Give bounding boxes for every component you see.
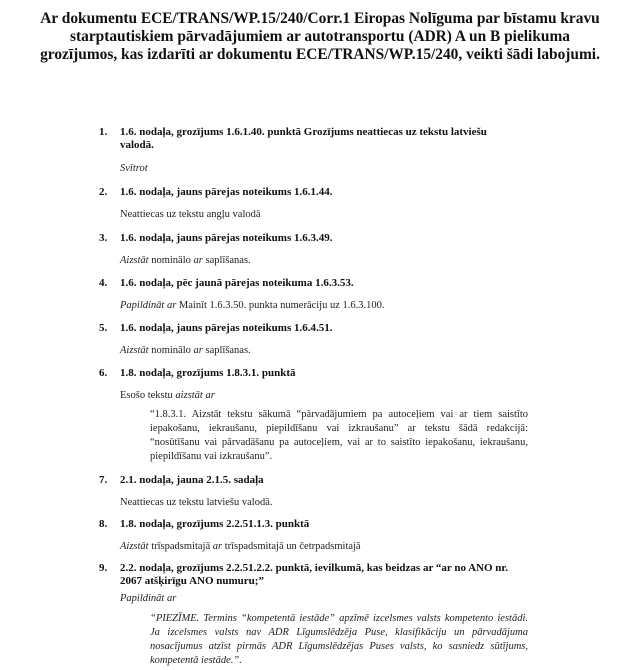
item-number: 7. xyxy=(99,474,108,486)
quoted-text: “1.8.3.1. Aizstāt tekstu sākumā “pārvadājumiem pa autoceļiem vai ar tiem saistīto iepakošanu, iekraušanu, piepildīšanu vai izkraušanu” ar tekstu šādā redakcijā: “nosūtīšanu vai pārvadāšanu pa autoceļiem, vai ar to saistīto iepakošanu, iekraušanu, piepildīšanu vai izkraušanu”. xyxy=(150,409,528,462)
quoted-text: “PIEZĪME. Termins “kompetentā iestāde” apzīmē izcelsmes valsts kompetento iestādi. Ja izcelsmes valsts nav ADR Līgumslēdzēja Puse, klasifikāciju un pārvadājuma nosacījumus atzīst pirmās ADR Līgumslēdzējas Puses valsts, ko sasniedz sūtījums, kompetentā iestāde.”. xyxy=(150,613,528,666)
item-instruction: Esošo tekstu aizstāt ar xyxy=(120,390,215,401)
item-heading: 1.6. nodaļa, pēc jaunā pārejas noteikuma 1.6.3.53. xyxy=(120,277,354,289)
item-number: 2. xyxy=(99,186,108,198)
item-instruction: Aizstāt nominālo ar saplīšanas. xyxy=(120,345,251,356)
item-heading: 1.6. nodaļa, grozījums 1.6.1.40. punktā Grozījums neattiecas uz tekstu latviešu valodā. xyxy=(120,126,487,151)
document-title: Ar dokumentu ECE/TRANS/WP.15/240/Corr.1 Eiropas Nolīguma par bīstamu kravu starptautiskiem pārvadājumiem ar autotransportu (ADR) A un B pielikuma grozījumos, kas izdarīti ar dokumentu ECE/TRANS/WP.15/240, veikti šādi labojumi. xyxy=(40,10,600,63)
item-number: 3. xyxy=(99,232,108,244)
item-heading: 1.8. nodaļa, grozījums 2.2.51.1.3. punktā xyxy=(120,518,310,530)
item-instruction: Neattiecas uz tekstu latviešu valodā. xyxy=(120,497,273,508)
item-number: 1. xyxy=(99,126,108,138)
item-heading: 1.6. nodaļa, jauns pārejas noteikums 1.6.4.51. xyxy=(120,322,333,334)
item-number: 6. xyxy=(99,367,108,379)
item-instruction: Svītrot xyxy=(120,163,148,174)
item-instruction: Aizstāt nominālo ar saplīšanas. xyxy=(120,255,251,266)
item-instruction: Neattiecas uz tekstu angļu valodā xyxy=(120,209,261,220)
item-number: 5. xyxy=(99,322,108,334)
item-heading: 2.2. nodaļa, grozījums 2.2.51.2.2. punktā, ievilkumā, kas beidzas ar “ar no ANO nr. 2067 atšķirīgu ANO numuru;” xyxy=(120,562,509,587)
item-instruction: Aizstāt trīspadsmitajā ar trīspadsmitajā un četrpadsmitajā xyxy=(120,541,361,552)
item-number: 4. xyxy=(99,277,108,289)
item-number: 9. xyxy=(99,562,108,574)
item-heading: 1.6. nodaļa, jauns pārejas noteikums 1.6.1.44. xyxy=(120,186,333,198)
item-heading: 2.1. nodaļa, jauna 2.1.5. sadaļa xyxy=(120,474,264,486)
item-heading: 1.8. nodaļa, grozījums 1.8.3.1. punktā xyxy=(120,367,296,379)
item-heading: 1.6. nodaļa, jauns pārejas noteikums 1.6.3.49. xyxy=(120,232,333,244)
item-number: 8. xyxy=(99,518,108,530)
item-instruction: Papildināt ar Mainīt 1.6.3.50. punkta numerāciju uz 1.6.3.100. xyxy=(120,300,385,311)
item-instruction: Papildināt ar xyxy=(120,593,177,604)
